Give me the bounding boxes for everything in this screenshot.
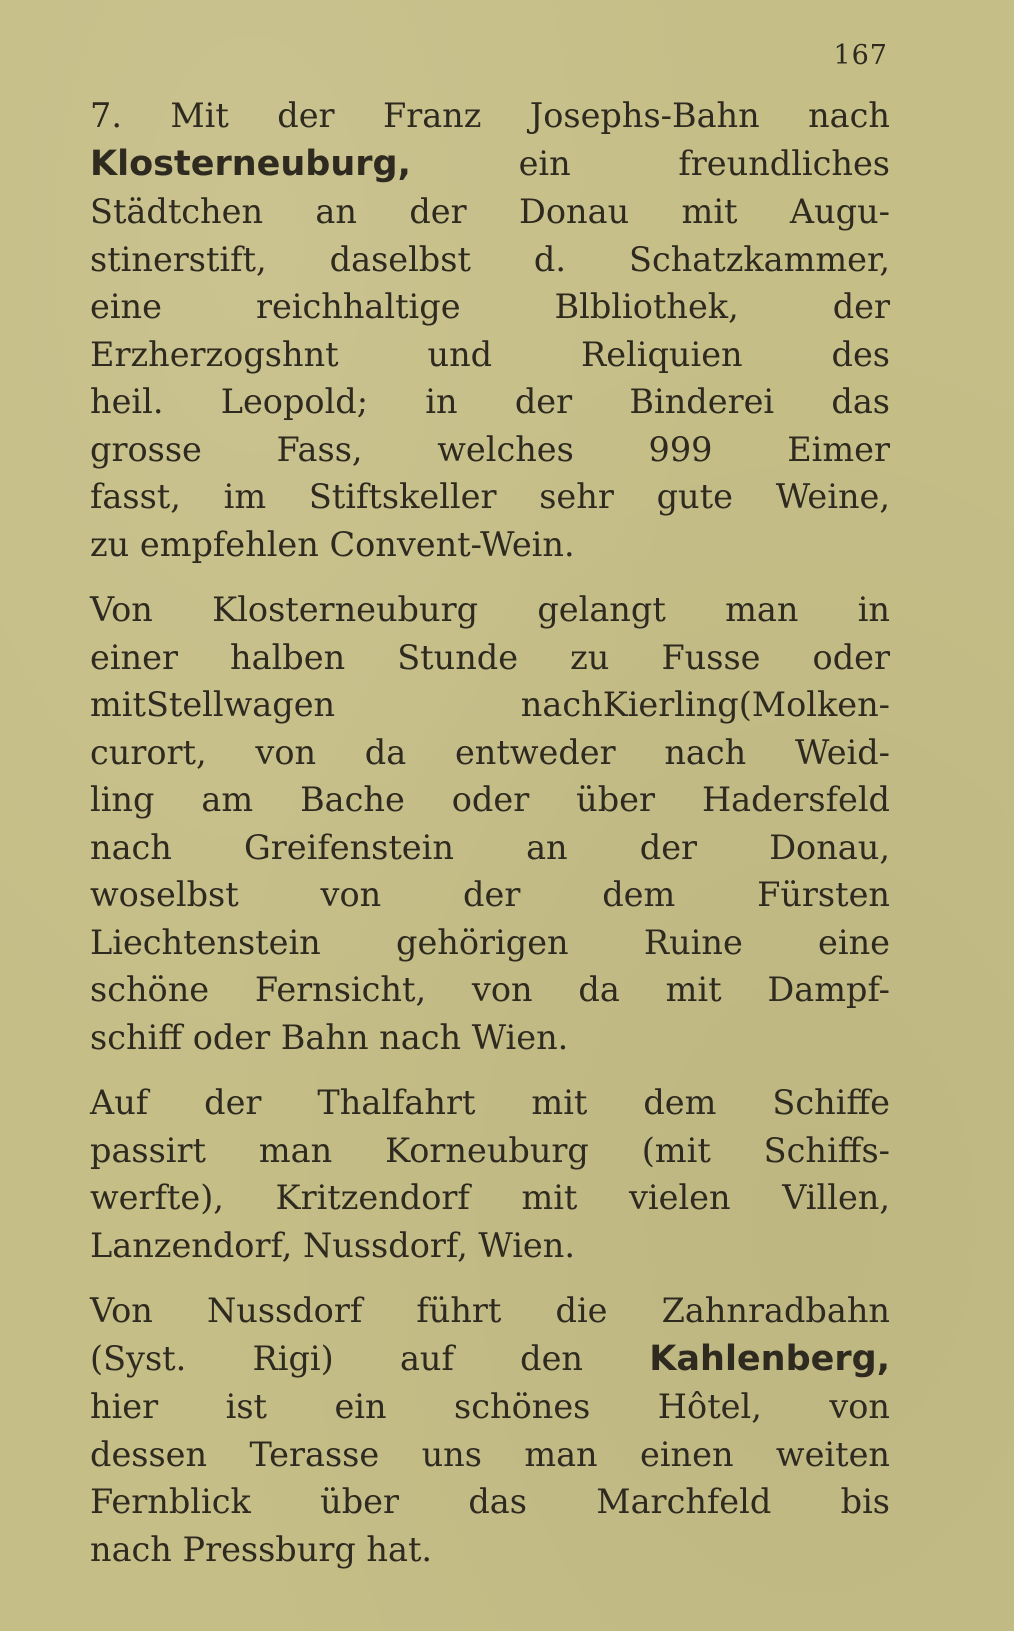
paragraph-klosterneuburg — [90, 92, 890, 568]
text-line: Städtchen an der Donau mit Augu- — [90, 192, 890, 231]
text-line: mitStellwagen nachKierling(Molken- — [90, 685, 890, 724]
text-line: heil. Leopold; in der Binderei das — [90, 382, 890, 421]
text-line: eine reichhaltige Blbliothek, der — [90, 287, 890, 326]
text-line — [90, 1335, 890, 1384]
paragraph-kierling — [90, 586, 890, 1061]
place-name-klosterneuburg: Klosterneuburg, — [90, 143, 411, 184]
paragraph-kahlenberg — [90, 1287, 890, 1573]
body-text — [90, 92, 890, 1591]
text-fragment: ein freundliches — [410, 143, 890, 183]
page-number: 167 — [833, 40, 888, 71]
text-line: Fernblick über das Marchfeld bis — [90, 1482, 890, 1521]
text-line: nach Greifenstein an der Donau, — [90, 827, 890, 867]
text-line: werfte), Kritzendorf mit vielen Villen, — [90, 1178, 890, 1217]
text-line: Erzherzogshnt und Reliquien des — [90, 334, 890, 374]
paragraph-thalfahrt — [90, 1079, 890, 1269]
text-line: woselbst von der dem Fürsten — [90, 875, 890, 914]
text-line: grosse Fass, welches 999 Eimer — [90, 429, 890, 469]
text-line: Von Nussdorf führt die Zahnradbahn — [90, 1291, 890, 1330]
text-line: schiff oder Bahn nach Wien. — [90, 1017, 569, 1057]
text-line: curort, von da entweder nach Weid- — [90, 732, 890, 772]
text-line: Von Klosterneuburg gelangt man in — [90, 590, 890, 629]
place-name-kahlenberg: Kahlenberg, — [649, 1338, 890, 1379]
text-line — [90, 140, 890, 189]
text-line: Liechtenstein gehörigen Ruine eine — [90, 922, 890, 962]
text-line: nach Pressburg hat. — [90, 1529, 433, 1569]
text-line: einer halben Stunde zu Fusse oder — [90, 637, 890, 677]
text-line: hier ist ein schönes Hôtel, von — [90, 1387, 890, 1426]
text-line: stinerstift, daselbst d. Schatzkammer, — [90, 239, 890, 279]
text-line: 7. Mit der Franz Josephs-Bahn nach — [90, 96, 890, 135]
text-line: schöne Fernsicht, von da mit Dampf- — [90, 970, 890, 1009]
text-line: zu empfehlen Convent-Wein. — [90, 524, 575, 564]
text-line: passirt man Korneuburg (mit Schiffs- — [90, 1130, 890, 1170]
text-fragment: (Syst. Rigi) auf den — [90, 1338, 650, 1378]
text-line: dessen Terasse uns man einen weiten — [90, 1434, 890, 1474]
text-line: fasst, im Stiftskeller sehr gute Weine, — [90, 477, 890, 516]
text-line: Lanzendorf, Nussdorf, Wien. — [90, 1225, 575, 1265]
text-line: ling am Bache oder über Hadersfeld — [90, 780, 890, 819]
text-line: Auf der Thalfahrt mit dem Schiffe — [90, 1083, 890, 1122]
